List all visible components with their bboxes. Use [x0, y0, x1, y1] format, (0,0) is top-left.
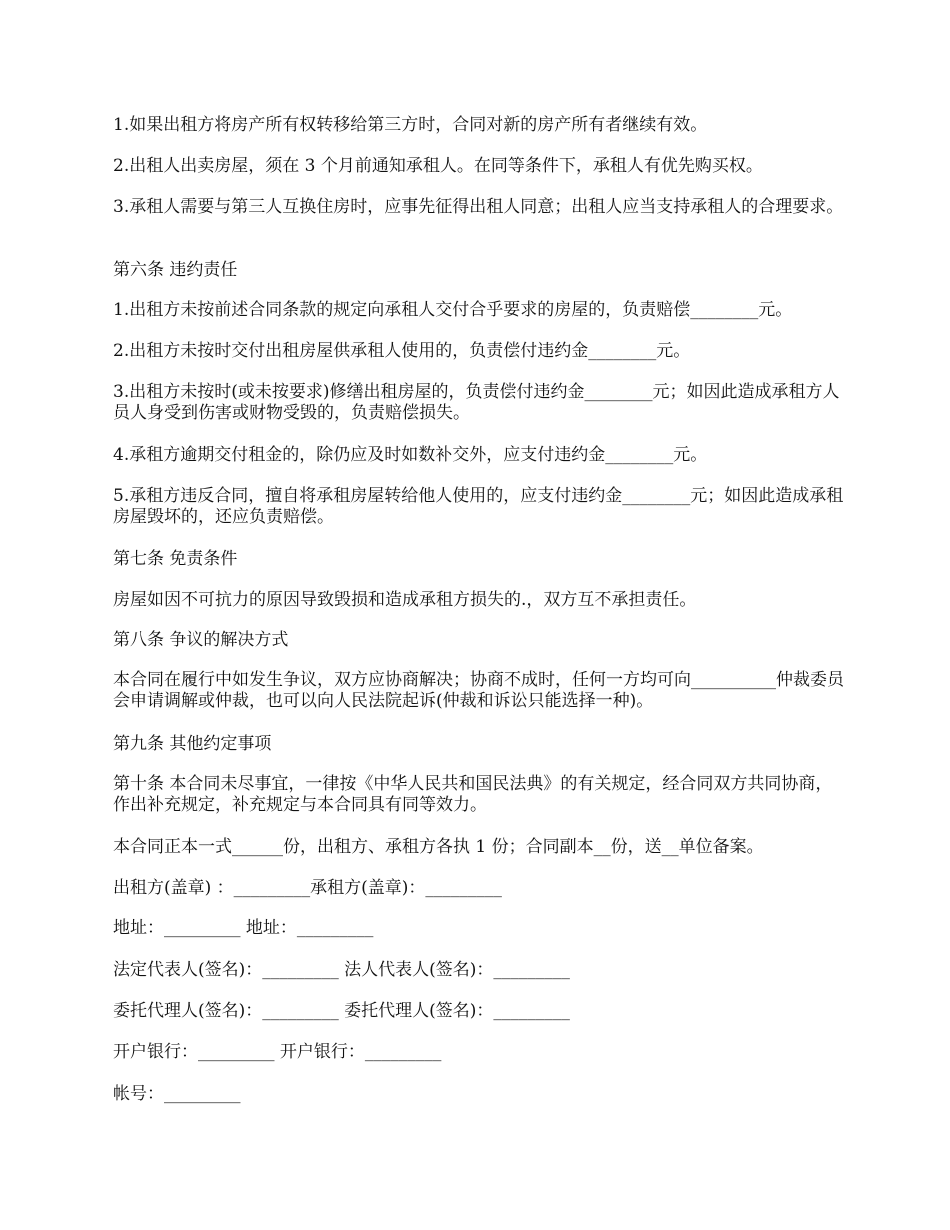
- signature-bank-line: 开户银行：_________ 开户银行：_________: [113, 1042, 442, 1062]
- dispute-resolution-text: 本合同在履行中如发生争议，双方应协商解决；协商不成时，任何一方均可向__________仲裁委员会申请调解或仲裁，也可以向人民法院起诉(仲裁和诉讼只能选择一种)。: [113, 670, 844, 711]
- signature-agent-line: 委托代理人(签名)：_________ 委托代理人(签名)：_________: [113, 1001, 570, 1021]
- liability-item-4: 4.承租方逾期交付租金的，除仍应及时如数补交外，应支付违约金________元。: [113, 445, 708, 465]
- clause-transfer-ownership: 1.如果出租方将房产所有权转移给第三方时，合同对新的房产所有者继续有效。: [113, 115, 708, 135]
- liability-item-2: 2.出租方未按时交付出租房屋供承租人使用的，负责偿付违约金________元。: [113, 341, 691, 361]
- heading-article-8: 第八条 争议的解决方式: [113, 630, 289, 650]
- article-10-text: 第十条 本合同未尽事宜，一律按《中华人民共和国民法典》的有关规定，经合同双方共同协商，作出补充规定，补充规定与本合同具有同等效力。: [113, 774, 833, 815]
- clause-sale-notice: 2.出租人出卖房屋，须在 3 个月前通知承租人。在同等条件下，承租人有优先购买权。: [113, 156, 763, 176]
- liability-item-3: 3.出租方未按时(或未按要求)修缮出租房屋的，负责偿付违约金________元；如因此造成承租方人员人身受到伤害或财物受毁的，负责赔偿损失。: [113, 382, 840, 423]
- liability-item-1: 1.出租方未按前述合同条款的规定向承租人交付合乎要求的房屋的，负责赔偿________元。: [113, 300, 793, 320]
- heading-article-6: 第六条 违约责任: [113, 260, 238, 280]
- heading-article-9: 第九条 其他约定事项: [113, 734, 272, 754]
- clause-housing-exchange: 3.承租人需要与第三人互换住房时，应事先征得出租人同意；出租人应当支持承租人的合理要求。: [113, 197, 844, 217]
- signature-legal-rep-line: 法定代表人(签名)：_________ 法人代表人(签名)：_________: [113, 960, 570, 980]
- exemption-text: 房屋如因不可抗力的原因导致毁损和造成承租方损失的.，双方互不承担责任。: [113, 590, 697, 610]
- signature-seal-line: 出租方(盖章) ：_________承租方(盖章)：_________: [113, 878, 502, 898]
- signature-account-line: 帐号：_________: [113, 1084, 241, 1104]
- heading-article-7: 第七条 免责条件: [113, 549, 238, 569]
- liability-item-5: 5.承租方违反合同，擅自将承租房屋转给他人使用的，应支付违约金________元；如因此造成承租房屋毁坏的，还应负责赔偿。: [113, 486, 844, 527]
- signature-address-line: 地址：_________ 地址：_________: [113, 918, 374, 938]
- copies-text: 本合同正本一式______份，出租方、承租方各执 1 份；合同副本__份，送__单位备案。: [113, 837, 764, 857]
